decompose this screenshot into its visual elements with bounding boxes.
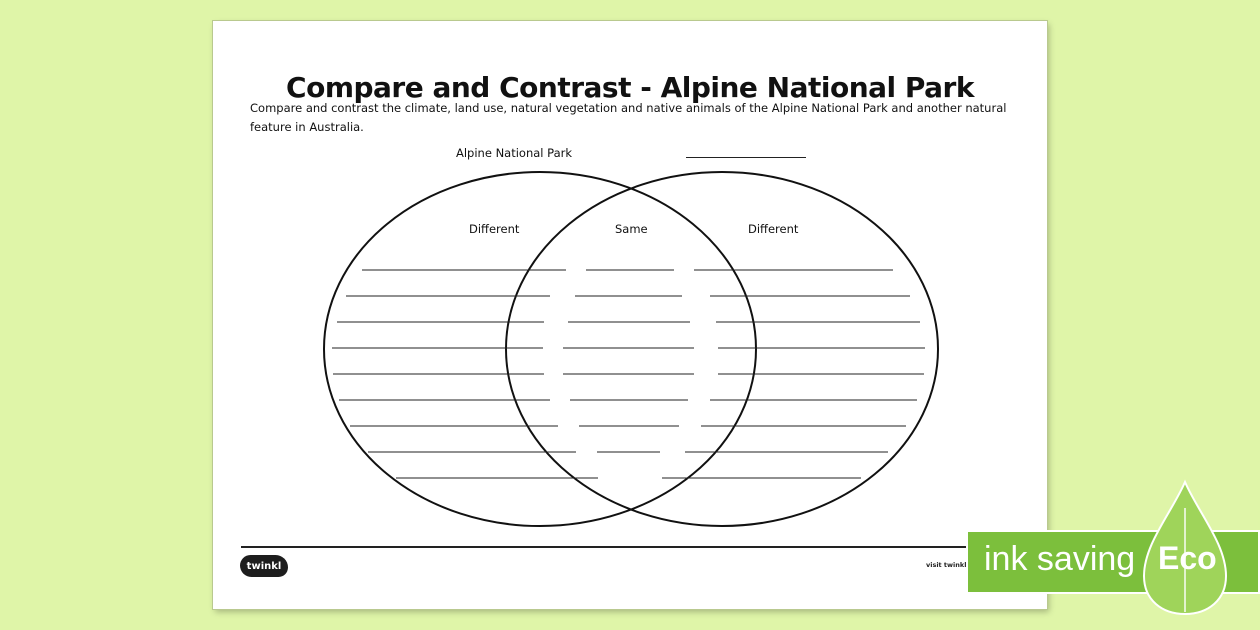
writing-lines-left: [332, 270, 598, 478]
venn-diagram: [213, 21, 1047, 609]
footer-visit-text: visit twinkl: [926, 561, 967, 569]
left-circle-heading: Alpine National Park: [456, 146, 573, 160]
footer-divider: [241, 546, 1016, 548]
middle-section-label: Same: [615, 222, 648, 236]
page-title: Compare and Contrast - Alpine National Park: [286, 71, 974, 104]
right-circle: [506, 172, 938, 526]
right-section-label: Different: [748, 222, 799, 236]
eco-label: Eco: [1158, 540, 1217, 576]
left-circle: [324, 172, 756, 526]
writing-lines-right: [662, 270, 925, 478]
writing-lines-middle: [563, 270, 694, 452]
ink-saving-label: ink saving: [984, 540, 1136, 578]
twinkl-logo: twinkl: [240, 555, 288, 577]
instructions-text: Compare and contrast the climate, land use, natural vegetation and native animals of the Alpine National Park and another natural feature in Australia.: [250, 101, 1007, 134]
worksheet-page: [213, 21, 1047, 609]
left-section-label: Different: [469, 222, 520, 236]
